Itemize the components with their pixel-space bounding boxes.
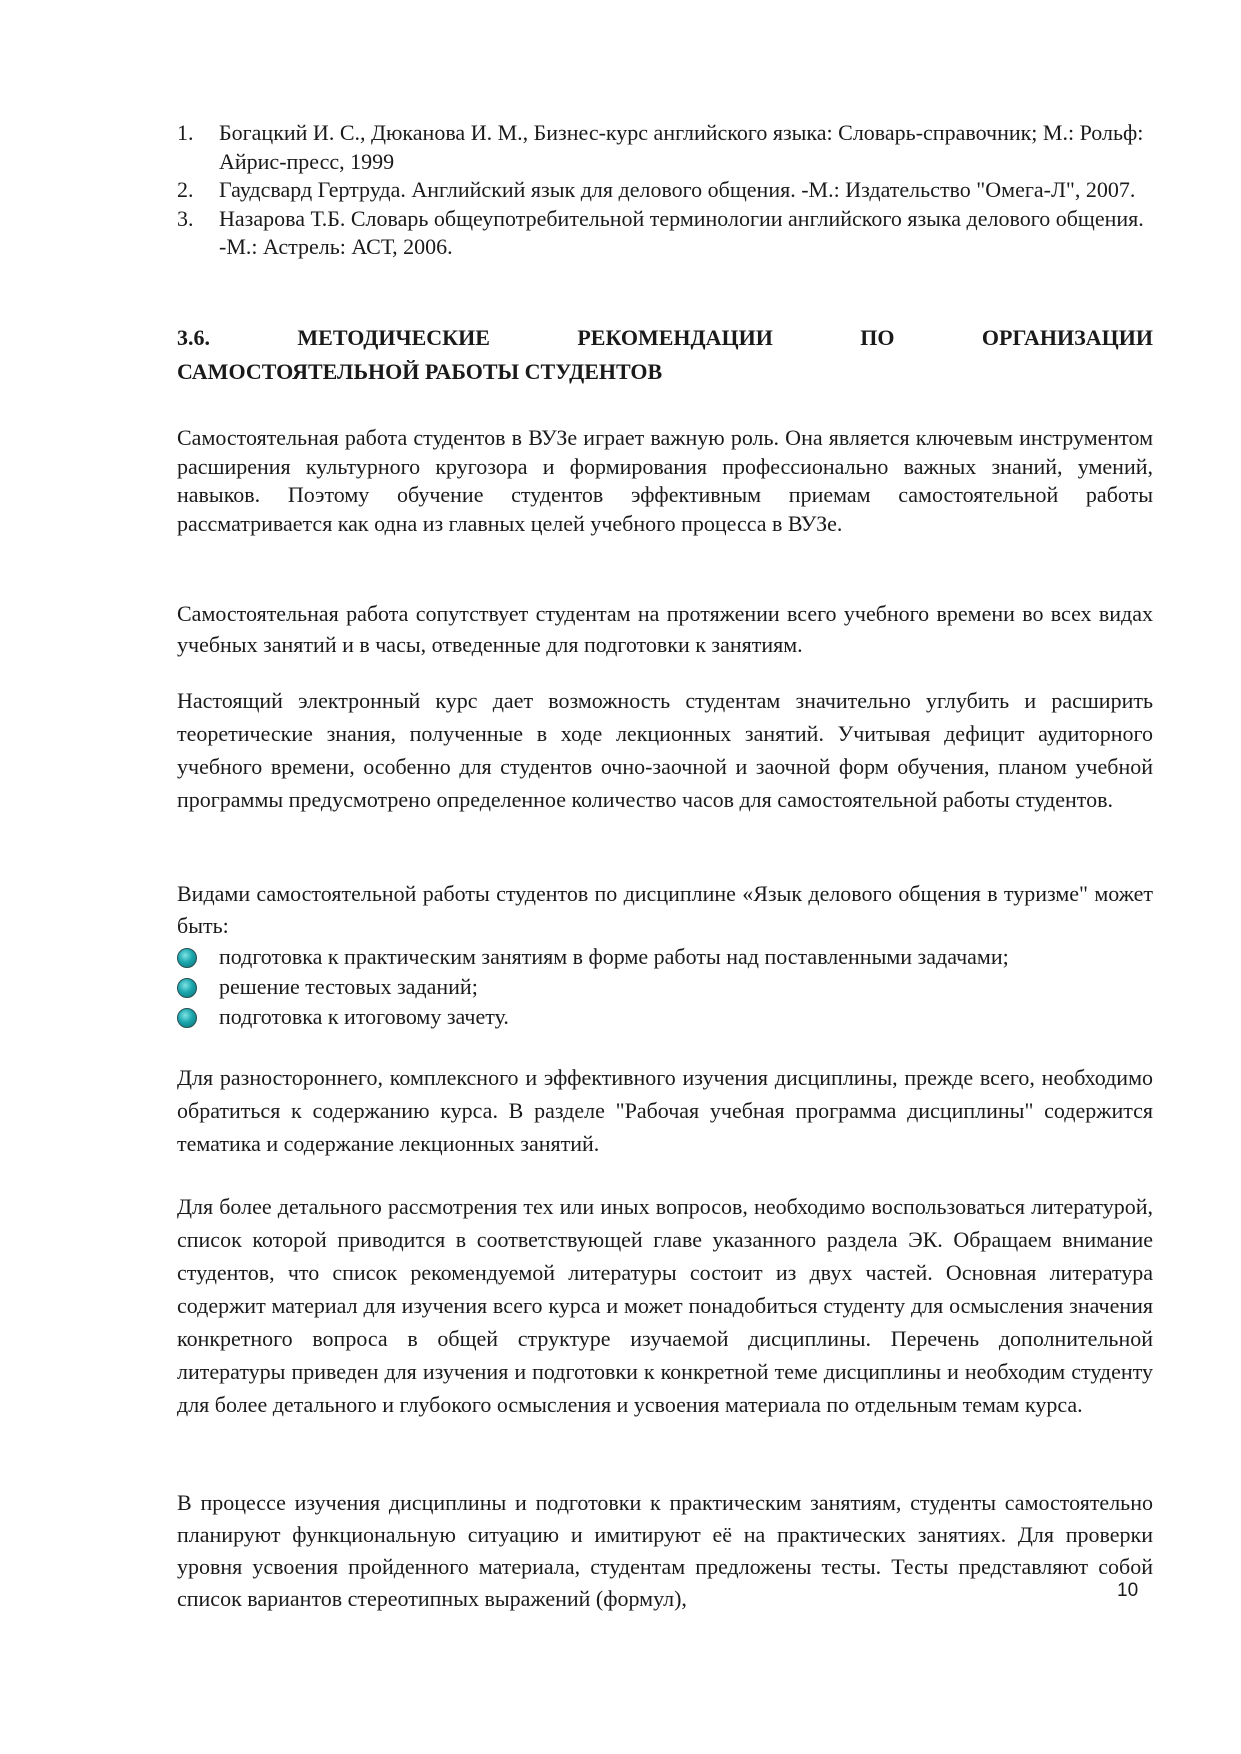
heading-line [177,321,1153,355]
paragraph: Для разностороннего, комплексного и эффективного изучения дисциплины, прежде всего, необходимо обратиться к содержанию курса. В разделе "Рабочая учебная программа дисциплины" содержится тематика и содержание лекционных занятий. [177,1065,1153,1156]
heading-line: САМОСТОЯТЕЛЬНОЙ РАБОТЫ СТУДЕНТОВ [177,359,663,384]
list-number: 1. [177,120,194,145]
list-item [177,942,1153,972]
heading-word: ПО [860,325,895,350]
section-heading [177,321,1153,389]
list-item [177,1002,1153,1032]
paragraph: Видами самостоятельной работы студентов по дисциплине «Язык делового общения в туризме" может быть: [177,881,1153,938]
paragraph: Самостоятельная работа студентов в ВУЗе играет важную роль. Она является ключевым инструментом расширения культурного кругозора и формирования профессионально важных знаний, умений, навыков. Поэтому обучение студентов эффективным приемам самостоятельной работы рассматривается как одна из главных целей учебного процесса в ВУЗе. [177,425,1153,536]
bullet-text: подготовка к итоговому зачету. [219,1004,509,1029]
bullet-list [177,942,1153,1032]
list-number: 3. [177,205,194,231]
bullet-icon [177,1008,197,1028]
paragraph: В процессе изучения дисциплины и подготовки к практическим занятиям, студенты самостоятельно планируют функциональную ситуацию и имитируют её на практических занятиях. Для проверки уровня усвоения пройденного материала, студентам предложены тесты. Тесты представляют собой список вариантов стереотипных выражений (формул), [177,1490,1153,1611]
list-item [177,119,1153,176]
list-item [177,972,1153,1002]
paragraph: Настоящий электронный курс дает возможность студентам значительно углубить и расширить теоретические знания, полученные в ходе лекционных занятий. Учитывая дефицит аудиторного учебного времени, особенно для студентов очно-заочной и заочной форм обучения, планом учебной программы предусмотрено определенное количество часов для самостоятельной работы студентов. [177,688,1153,812]
bullet-text: решение тестовых заданий; [219,974,478,999]
reference-list [177,119,1153,262]
reference-text: Богацкий И. С., Дюканова И. М., Бизнес-курс английского языка: Словарь-справочник; М.: Рольф: Айрис-пресс, 1999 [219,120,1144,174]
bullet-icon [177,978,197,998]
reference-text: Гаудсвард Гертруда. Английский язык для делового общения. -М.: Издательство "Омега-Л", 2007. [219,177,1136,202]
reference-text: Назарова Т.Б. Словарь общеупотребительной терминологии английского языка делового общения. -М.: Астрель: АСТ, 2006. [219,205,1144,259]
heading-word: 3.6. [177,325,210,350]
list-item [177,176,1153,205]
heading-word: РЕКОМЕНДАЦИИ [577,325,773,350]
list-number: 2. [177,177,194,202]
paragraph: Для более детального рассмотрения тех или иных вопросов, необходимо воспользоваться литературой, список которой приводится в соответствующей главе указанного раздела ЭК. Обращаем внимание студентов, что список рекомендуемой литературы состоит из двух частей. Основная литература содержит материал для изучения всего курса и может понадобиться студенту для осмысления значения конкретного вопроса в общей структуре изучаемой дисциплины. Перечень дополнительной литературы приведен для изучения и подготовки к конкретной теме дисциплины и необходим студенту для более детального и глубокого осмысления и усвоения материала по отдельным темам курса. [177,1194,1153,1417]
list-item [177,205,1153,262]
heading-word: ОРГАНИЗАЦИИ [981,325,1153,350]
bullet-text: подготовка к практическим занятиям в форме работы над поставленными задачами; [219,944,1009,969]
page-number: 10 [1117,1580,1139,1601]
heading-word: МЕТОДИЧЕСКИЕ [297,325,490,350]
paragraph: Самостоятельная работа сопутствует студентам на протяжении всего учебного времени во всех видах учебных занятий и в часы, отведенные для подготовки к занятиям. [177,601,1153,657]
bullet-icon [177,948,197,968]
document-page [177,0,1153,1754]
